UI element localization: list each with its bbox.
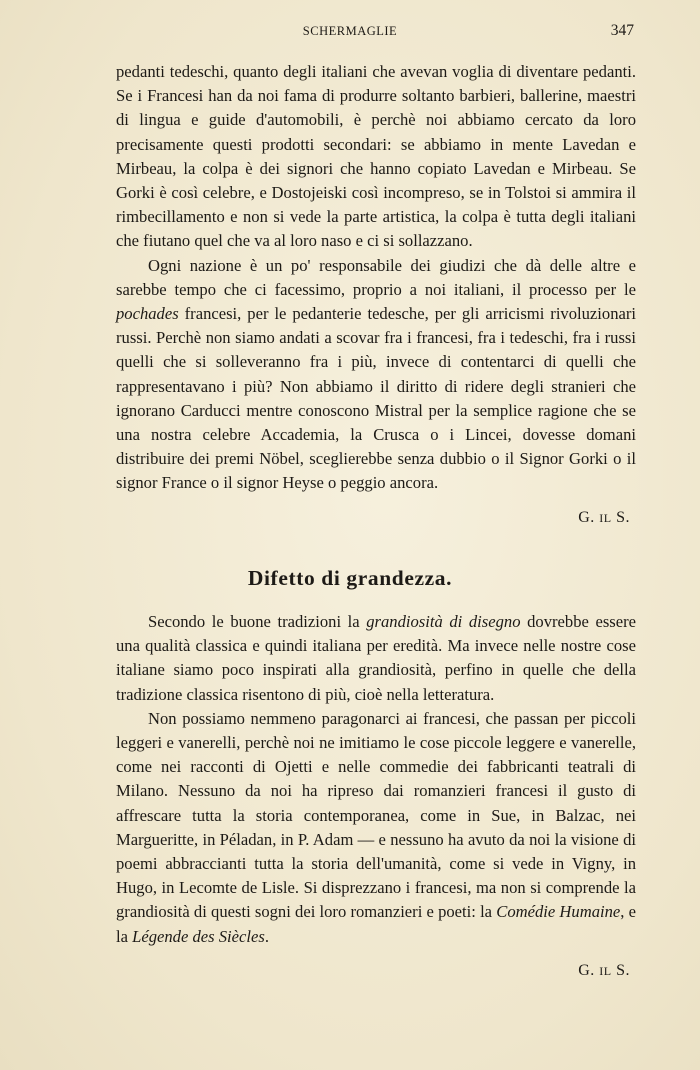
section-difetto-di-grandezza: [116, 610, 636, 983]
signature-initial: S.: [616, 508, 630, 526]
signature-initial: G.: [578, 508, 595, 526]
italic-term: pochades: [116, 304, 179, 324]
signature-il: IL: [599, 510, 612, 525]
section-title: Difetto di grandezza.: [247, 566, 453, 590]
page-number: 347: [610, 22, 634, 39]
section-schermaglie-end: [116, 60, 636, 530]
signature-initial: G.: [578, 961, 595, 979]
paragraph: [116, 610, 636, 707]
italic-title: Légende des Siècles: [132, 926, 265, 946]
paragraph: [116, 707, 636, 949]
author-signature: [116, 506, 630, 530]
italic-term: grandiosità di disegno: [366, 612, 521, 631]
text-run: Ogni nazione è un po' responsabile dei giudizi che dà delle altre e sarebbe tempo che ci facessimo, proprio a noi italiani, il processo per le: [116, 255, 636, 299]
text-run: .: [264, 926, 269, 946]
paragraph: [116, 254, 636, 496]
text-run: Secondo le buone tradizioni la: [148, 612, 367, 631]
paragraph: pedanti tedeschi, quanto degli italiani che avevan voglia di diventare pedanti. Se i Francesi han da noi fama di produrre soltanto barbieri, ballerine, maestri di lingua e guide d'automobili, è perchè noi abbiamo cercato da loro precisamente questi prodotti secondari: se abbiamo in mente Lavedan e Mirbeau, la colpa è dei signori che hanno copiato Lavedan e Mirbeau. Se Gorki è così celebre, e Dostojeiski così incompreso, se in Tolstoi si ammira il rimbecillamento e non si vede la parte artistica, la colpa è tutta degli italiani che fiutano quel che va al loro naso e ci si sollazzano.: [116, 62, 636, 251]
italic-title: Comédie Humaine: [496, 902, 621, 922]
text-run: Non possiamo nemmeno paragonarci ai francesi, che passan per piccoli leggeri e vanerelli, perchè noi ne imitiamo le cose piccole leggere e vanerelle, come nei racconti di Ojetti e nelle commedie dei fabbricanti teatrali di Milano. Nessuno da noi ha ripreso dai romanzieri francesi il gusto di affrescare tutta la storia contemporanea, come in Sue, in Balzac, nei Margueritte, in Péladan, in P. Adam — e nessuno ha avuto da noi la visione di poemi abbraccianti tutta la storia dell'umanità, come si vede in Vigny, in Hugo, in Lecomte de Lisle. Si disprezzano i francesi, ma non si comprende la grandiosità di questi sogni dei loro romanzieri e poeti: la: [116, 708, 636, 922]
running-title: SCHERMAGLIE: [302, 24, 398, 38]
text-run: francesi, per le pedanterie tedesche, per gli arricismi rivoluzionari russi. Perchè non siamo andati a scovar fra i francesi, fra i tedeschi, fra i russi quelli che si solleveranno fra i più, invece di contentarci di quelli che rappresentavano i più? Non abbiamo il diritto di ridere degli stranieri che ignorano Carducci mentre conoscono Mistral per la semplice ragione che se una nostra celebre Accademia, la Crusca o i Lincei, dovesse domani distribuire dei premi Nöbel, sceglierebbe senza dubbio o il Signor Gorki o il signor France o il signor Heyse o peggio ancora.: [116, 304, 636, 493]
text-run: , e la: [116, 902, 636, 946]
author-signature: [116, 959, 630, 983]
signature-il: IL: [599, 963, 612, 978]
page-header: [0, 22, 700, 46]
text-run: dovrebbe essere una qualità classica e quindi italiana per eredità. Ma invece nelle nostre cose italiane siamo poco inspirati alla grandiosità, perfino in quelle che della tradizione classica risentono di più, cioè nella letteratura.: [116, 612, 636, 704]
signature-initial: S.: [616, 961, 630, 979]
